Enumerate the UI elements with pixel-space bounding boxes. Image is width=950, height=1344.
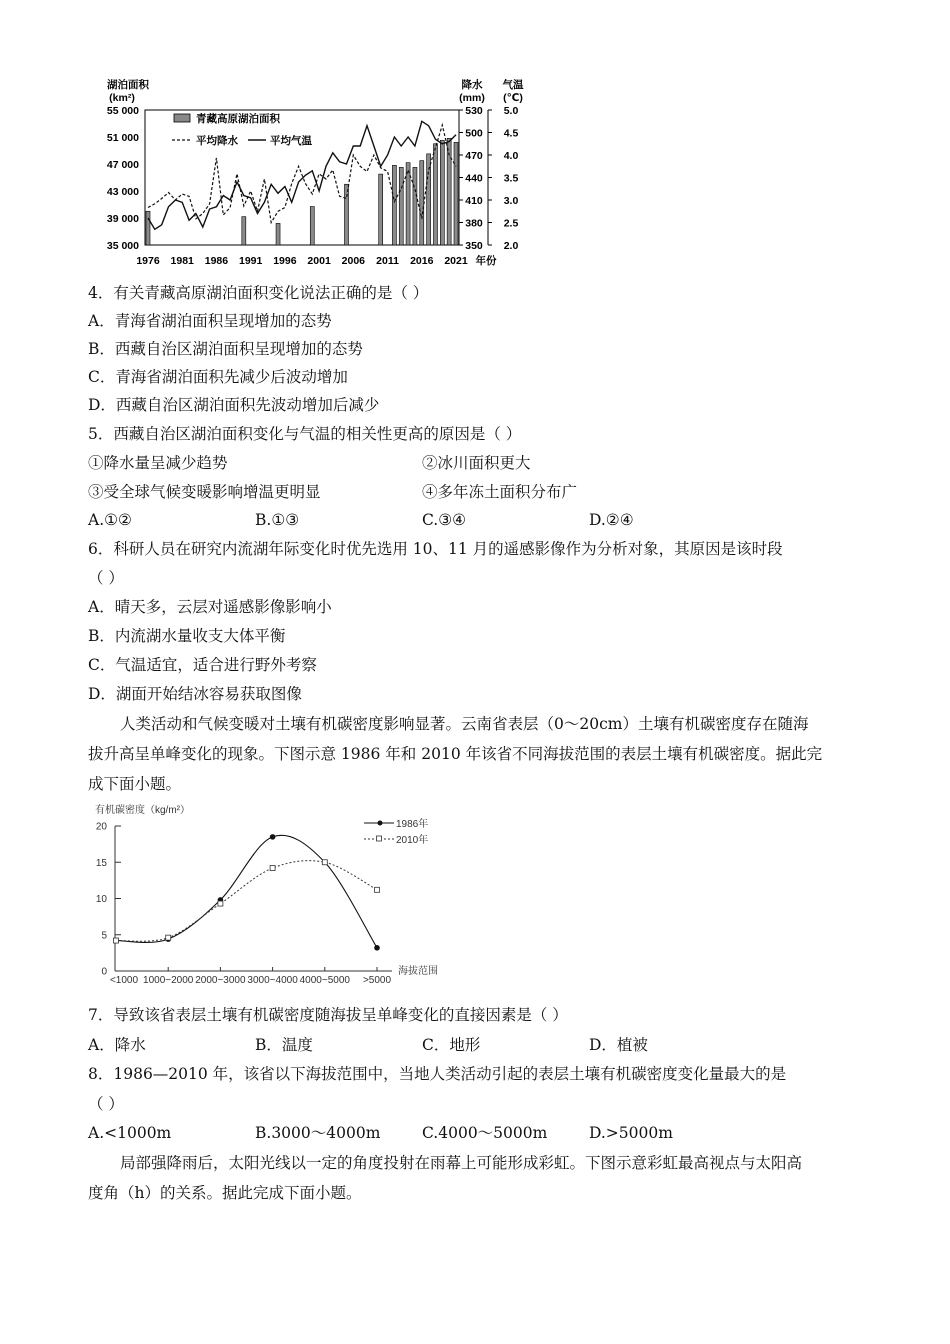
q4-option-a: A．青海省湖泊面积呈现增加的态势 [88,312,332,330]
q6-option-b: B．内流湖水量收支大体平衡 [88,627,286,645]
plot-frame [145,110,459,245]
question-6-line-1: 6．科研人员在研究内流湖年际变化时优先选用 10、11 月的遥感影像作为分析对象，其原因是该时段 [88,540,783,558]
precip-axis-unit: (mm) [459,92,485,104]
precip-tick-label: 530 [465,105,483,117]
x-tick-label: 1976 [136,255,160,267]
q5-statement-1: ①降水量呈减少趋势 [88,454,228,472]
series-2010-point [166,935,171,940]
question-7: 7．导致该省表层土壤有机碳密度随海拔呈单峰变化的直接因素是（ ） [88,1006,568,1024]
c2-x-tick-label: 1000~2000 [143,975,194,986]
question-5: 5．西藏自治区湖泊面积变化与气温的相关性更高的原因是（ ） [88,425,522,443]
temp-axis-unit: (℃) [503,92,523,104]
legend-temp-label: 平均气温 [270,135,312,147]
temp-tick-label: 2.0 [503,240,519,252]
x-tick-label: 2001 [307,255,331,267]
legend-1986-marker [378,821,383,826]
left-axis-unit: (km²) [109,92,135,104]
left-axis-title: 湖泊面积 [107,79,149,91]
q5-option-c: C.③④ [422,511,467,529]
c2-x-tick-label: 4000~5000 [299,975,350,986]
passage-2-line-3: 成下面小题。 [88,775,182,793]
left-tick-label: 55 000 [106,105,139,117]
c2-y-tick-label: 5 [101,930,107,942]
left-tick-label: 39 000 [106,213,139,225]
series-2010-line [116,861,377,942]
lake-area-climate-chart [0,0,950,280]
temp-tick-label: 4.5 [503,127,519,140]
area-bar [146,211,150,245]
question-8-line-2: （ ） [88,1095,124,1113]
c2-x-tick-label: <1000 [109,975,139,986]
temp-tick-label: 2.5 [503,217,519,230]
q5-option-a: A.①② [88,511,132,529]
passage-2-line-1: 人类活动和气候变暖对土壤有机碳密度影响显著。云南省表层（0～20cm）土壤有机碳密度存在随海 [120,715,809,733]
area-bar [276,223,280,245]
q7-option-d: D．植被 [589,1036,648,1054]
q4-option-b: B．西藏自治区湖泊面积呈现增加的态势 [88,340,363,358]
q5-option-b: B.①③ [255,511,300,529]
left-tick-label: 43 000 [106,186,139,198]
temp-tick-label: 5.0 [503,105,519,117]
legend-precip-label: 平均降水 [196,135,238,147]
legend-area-swatch [174,114,190,122]
passage-3-line-1: 局部强降雨后，太阳光线以一定的角度投射在雨幕上可能形成彩虹。下图示意彩虹最高视点与太阳高 [120,1154,803,1172]
q7-option-a: A．降水 [88,1036,146,1054]
area-bar [454,142,458,245]
series-2010-point [114,938,119,943]
q6-option-a: A．晴天多，云层对遥感影像影响小 [88,598,332,616]
q5-option-d: D.②④ [589,511,634,529]
area-bar [433,144,437,245]
series-1986-point [374,945,380,951]
x-tick-label: 2006 [341,255,366,267]
area-bar [392,165,396,245]
q8-option-d: D.>5000m [589,1124,673,1142]
precip-axis-title: 降水 [461,79,483,91]
precip-tick-label: 380 [465,217,483,230]
passage-3-line-2: 度角（h）的关系。据此完成下面小题。 [88,1184,362,1202]
q8-option-a: A.<1000m [88,1124,172,1142]
q8-option-b: B.3000～4000m [255,1124,381,1142]
area-bar [413,167,417,245]
c2-x-tick-label: >5000 [362,975,392,986]
q5-statement-2: ②冰川面积更大 [422,454,531,472]
precip-tick-label: 470 [465,150,483,162]
x-tick-label: 2016 [410,255,434,267]
x-tick-label: 1986 [204,255,229,267]
c2-x-axis-title: 海拔范围 [398,966,438,977]
passage-2-line-2: 拔升高呈单峰变化的现象。下图示意 1986 年和 2010 年该省不同海拔范围的表层土壤有机碳密度。据此完 [88,745,823,763]
area-bar [344,184,348,245]
temp-tick-label: 3.0 [503,195,519,207]
legend-2010-label: 2010年 [396,835,429,846]
left-tick-label: 35 000 [106,240,139,252]
x-tick-label: 2021 [444,255,468,267]
area-bar [406,163,410,245]
x-tick-label: 1981 [170,255,194,267]
area-bar [399,167,403,245]
temp-tick-label: 3.5 [503,172,519,185]
area-bar [379,174,383,245]
precip-tick-label: 410 [465,195,483,207]
precip-tick-label: 440 [465,172,483,185]
c2-x-tick-label: 2000~3000 [195,975,246,986]
c2-y-tick-label: 0 [101,966,107,978]
left-tick-label: 51 000 [106,132,139,144]
series-2010-point [270,866,275,871]
q8-option-c: C.4000～5000m [422,1124,548,1142]
precip-tick-label: 350 [465,240,483,252]
legend-1986-label: 1986年 [396,819,429,830]
area-bar [427,154,431,245]
temp-tick-label: 4.0 [503,150,519,162]
area-bar [440,140,444,245]
legend-2010-marker [377,836,382,841]
q4-option-c: C．青海省湖泊面积先减少后波动增加 [88,368,348,386]
x-tick-label: 1991 [238,255,263,267]
q7-option-c: C．地形 [422,1036,481,1054]
temp-axis-title: 气温 [502,79,524,91]
q5-statement-3: ③受全球气候变暖影响增温更明显 [88,483,321,501]
series-1986-point [270,834,276,840]
question-8-line-1: 8．1986—2010 年，该省以下海拔范围中，当地人类活动引起的表层土壤有机碳密度变化量最大的是 [88,1065,787,1083]
c2-y-axis-title: 有机碳密度（kg/m²） [95,805,190,816]
question-4: 4．有关青藏高原湖泊面积变化说法正确的是（ ） [88,284,429,302]
c2-y-tick-label: 20 [95,821,107,833]
c2-y-tick-label: 15 [95,857,107,869]
series-2010-point [218,901,223,906]
x-tick-label: 1996 [273,255,297,267]
area-bar [242,217,246,245]
series-2010-point [375,887,380,892]
x-tick-label: 2011 [376,255,399,267]
precip-tick-label: 500 [465,127,483,140]
c2-x-tick-label: 3000~4000 [247,975,298,986]
area-bar [420,161,424,245]
x-axis-title: 年份 [475,255,497,267]
area-bar [310,207,314,245]
series-1986-line [116,835,377,947]
c2-y-tick-label: 10 [95,894,107,905]
left-tick-label: 47 000 [106,159,139,171]
carbon-density-chart [0,796,950,996]
q6-option-d: D．湖面开始结冰容易获取图像 [88,685,302,703]
series-2010-point [322,860,327,865]
q7-option-b: B．温度 [255,1036,313,1054]
q6-option-c: C．气温适宜，适合进行野外考察 [88,656,317,674]
q4-option-d: D．西藏自治区湖泊面积先波动增加后减少 [88,396,380,414]
legend-area-label: 青藏高原湖泊面积 [196,113,280,125]
question-6-line-2: （ ） [88,569,124,587]
q5-statement-4: ④多年冻土面积分布广 [422,483,578,501]
